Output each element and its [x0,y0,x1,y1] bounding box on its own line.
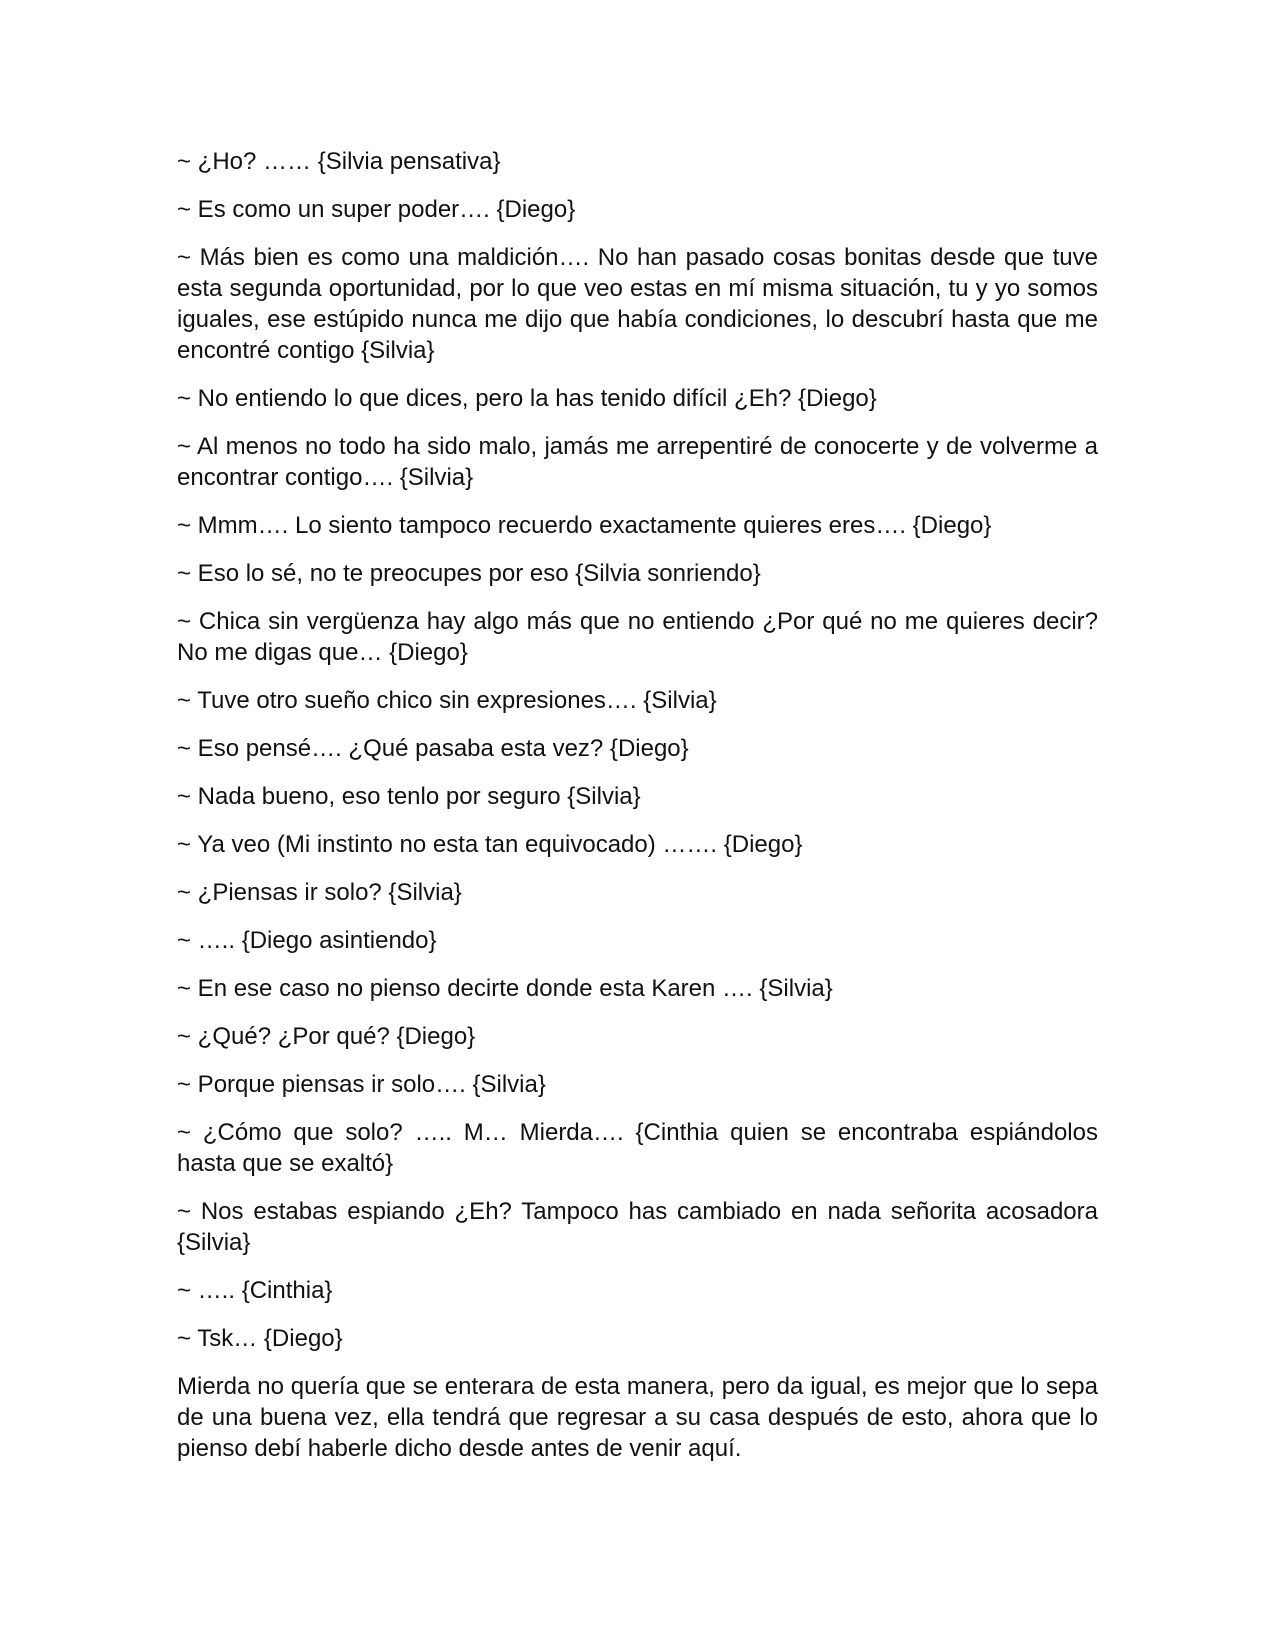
dialogue-line: ~ Nos estabas espiando ¿Eh? Tampoco has cambiado en nada señorita acosadora {Silvia} [177,1198,1098,1256]
narration-paragraph: Mierda no quería que se enterara de esta manera, pero da igual, es mejor que lo sepa de una buena vez, ella tendrá que regresar a su casa después de esto, ahora que lo pienso debí haberle dicho desde antes de venir aquí. [177,1373,1098,1462]
dialogue-line: ~ Eso pensé…. ¿Qué pasaba esta vez? {Diego} [177,735,689,762]
dialogue-line: ~ ….. {Cinthia} [177,1277,333,1304]
dialogue-line: ~ ¿Piensas ir solo? {Silvia} [177,879,462,906]
dialogue-line: ~ ¿Qué? ¿Por qué? {Diego} [177,1023,476,1050]
dialogue-line: ~ ….. {Diego asintiendo} [177,927,437,954]
dialogue-line: ~ Al menos no todo ha sido malo, jamás me arrepentiré de conocerte y de volverme a encontrar contigo…. {Silvia} [177,433,1098,491]
dialogue-line: ~ Nada bueno, eso tenlo por seguro {Silvia} [177,783,641,810]
dialogue-line: ~ ¿Cómo que solo? ….. M… Mierda…. {Cinthia quien se encontraba espiándolos hasta que se exaltó} [177,1119,1098,1177]
dialogue-line: ~ Mmm…. Lo siento tampoco recuerdo exactamente quieres eres…. {Diego} [177,512,992,539]
dialogue-line: ~ Tuve otro sueño chico sin expresiones…. {Silvia} [177,687,717,714]
dialogue-line: ~ En ese caso no pienso decirte donde esta Karen …. {Silvia} [177,975,833,1002]
dialogue-line: ~ Ya veo (Mi instinto no esta tan equivocado) ……. {Diego} [177,831,803,858]
dialogue-line: ~ ¿Ho? …… {Silvia pensativa} [177,148,501,175]
dialogue-line: ~ Porque piensas ir solo…. {Silvia} [177,1071,546,1098]
dialogue-line: ~ Tsk… {Diego} [177,1325,343,1352]
document-body [177,146,1098,1481]
dialogue-line: ~ Chica sin vergüenza hay algo más que no entiendo ¿Por qué no me quieres decir? No me digas que… {Diego} [177,608,1098,666]
dialogue-line: ~ Eso lo sé, no te preocupes por eso {Silvia sonriendo} [177,560,761,587]
dialogue-line: ~ Más bien es como una maldición…. No han pasado cosas bonitas desde que tuve esta segunda oportunidad, por lo que veo estas en mí misma situación, tu y yo somos iguales, ese estúpido nunca me dijo que había condiciones, lo descubrí hasta que me encontré contigo {Silvia} [177,244,1098,364]
dialogue-line: ~ No entiendo lo que dices, pero la has tenido difícil ¿Eh? {Diego} [177,385,877,412]
dialogue-line: ~ Es como un super poder…. {Diego} [177,196,576,223]
